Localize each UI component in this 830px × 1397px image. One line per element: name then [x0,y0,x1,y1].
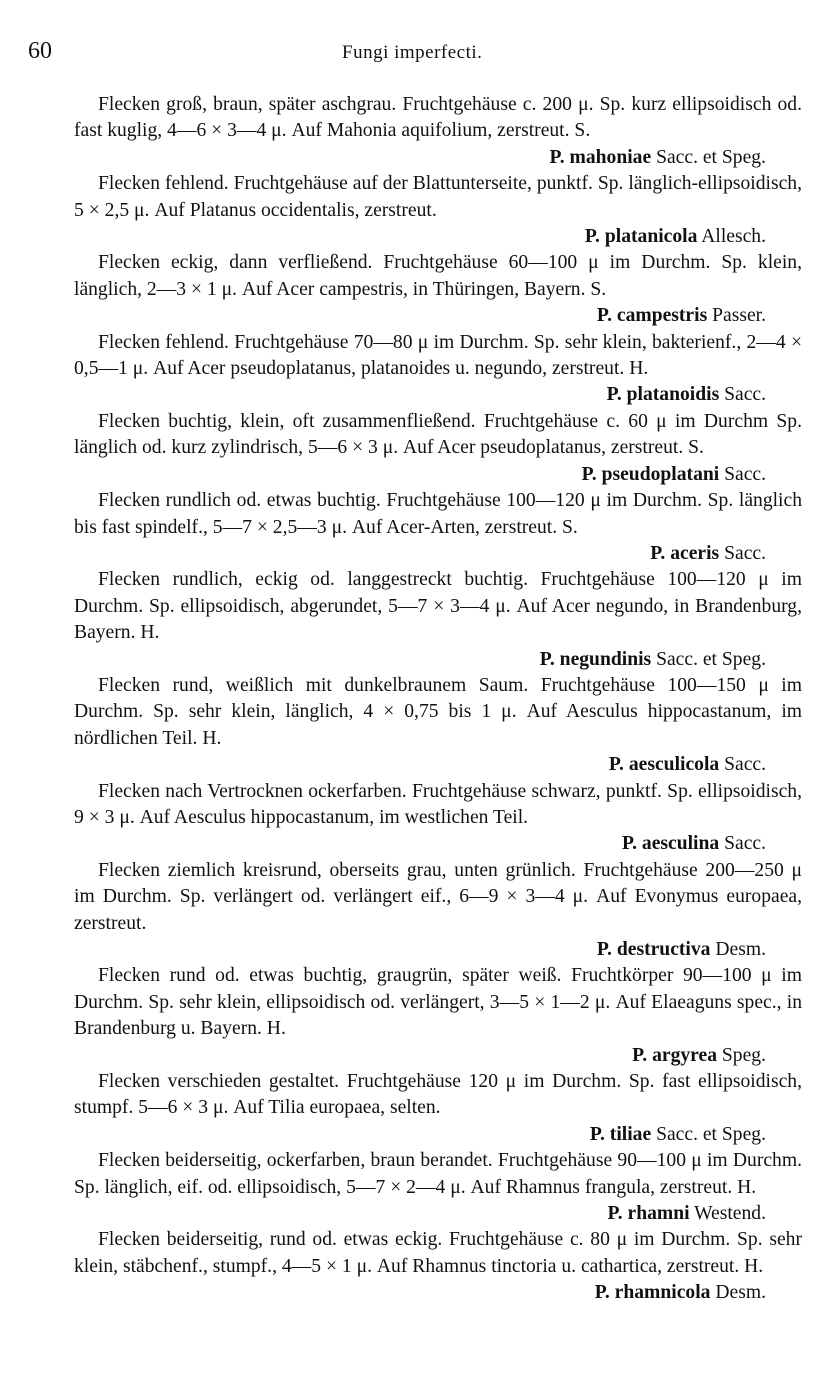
species-name: P. argyrea [632,1044,717,1066]
species-author: Sacc. et Speg. [656,1123,766,1145]
species-name: P. tiliae [589,1123,652,1145]
species-list [74,92,802,1307]
document-page [28,38,802,1307]
species-author: Sacc. [724,384,766,406]
species-entry [74,409,802,488]
species-entry [74,488,802,567]
species-entry [74,92,802,171]
species-name: P. rhamnicola [594,1282,711,1304]
entry-description: Flecken fehlend. Fruchtgehäuse 70—80 μ im Durchm. Sp. sehr klein, bakterienf., 2—4 × 0,5—1 μ. Auf Acer pseudoplatanus, platanoides u. negundo, zerstreut. H. [74,331,802,380]
species-line [74,752,802,778]
species-entry [74,567,802,673]
species-name: P. campestris [596,305,708,327]
entry-description: Flecken verschieden gestaltet. Fruchtgehäuse 120 μ im Durchm. Sp. fast ellipsoidisch, stumpf. 5—6 × 3 μ. Auf Tilia europaea, selten. [74,1071,802,1119]
species-entry [74,171,802,250]
page-number: 60 [28,38,52,64]
species-entry [74,963,802,1069]
species-author: Speg. [721,1044,766,1066]
entry-description: Flecken rundlich, eckig od. langgestreckt buchtig. Fruchtgehäuse 100—120 μ im Durchm. Sp. ellipsoidisch, abgerundet, 5—7 × 3—4 μ. Auf Acer negundo, in Brandenburg, Bayern. H. [74,569,802,644]
species-entry [74,250,802,329]
entry-description: Flecken beiderseitig, rund od. etwas eckig. Fruchtgehäuse c. 80 μ im Durchm. Sp. sehr klein, stäbchenf., stumpf., 4—5 × 1 μ. Auf Rhamnus tinctoria u. cathartica, zerstreut. H. [74,1229,802,1277]
species-name: P. rhamni [607,1203,690,1225]
species-line [74,1122,802,1148]
species-line [74,647,802,673]
species-line [74,1280,802,1306]
species-author: Westend. [694,1203,766,1225]
species-line [74,937,802,963]
entry-description: Flecken rundlich od. etwas buchtig. Fruchtgehäuse 100—120 μ im Durchm. Sp. länglich bis fast spindelf., 5—7 × 2,5—3 μ. Auf Acer-Arten, zerstreut. S. [74,490,802,538]
species-line [74,831,802,857]
species-entry [74,1227,802,1306]
entry-description: Flecken fehlend. Fruchtgehäuse auf der Blattunterseite, punktf. Sp. länglich-ellipsoidisch, 5 × 2,5 μ. Auf Platanus occidentalis, zerstreut. [74,173,802,221]
species-author: Sacc. [724,754,766,776]
species-name: P. mahoniae [549,146,652,168]
species-author: Passer. [712,305,766,327]
species-author: Desm. [715,939,766,960]
entry-description: Flecken ziemlich kreisrund, oberseits grau, unten grünlich. Fruchtgehäuse 200—250 μ im Durchm. Sp. verlängert od. verlängert eif., 6—9 × 3—4 μ. Auf Evonymus europaea, zerstreut. [74,859,802,934]
species-name: P. destructiva [596,939,711,960]
species-line [74,1043,802,1069]
species-author: Sacc. et Speg. [656,648,766,670]
species-entry [74,330,802,409]
species-entry [74,1069,802,1148]
species-author: Sacc. et Speg. [656,146,766,168]
species-name: P. negundinis [539,648,652,670]
species-line [74,462,802,488]
entry-description: Flecken eckig, dann verfließend. Fruchtgehäuse 60—100 μ im Durchm. Sp. klein, länglich, 2—3 × 1 μ. Auf Acer campestris, in Thüringen, Bayern. S. [74,252,802,300]
species-line [74,382,802,408]
species-author: Allesch. [701,226,766,248]
species-entry [74,858,802,964]
entry-description: Flecken rund, weißlich mit dunkelbraunem Saum. Fruchtgehäuse 100—150 μ im Durchm. Sp. sehr klein, länglich, 4 × 0,75 bis 1 μ. Auf Aesculus hippocastanum, im nördlichen Teil. H. [74,674,802,749]
entry-description: Flecken buchtig, klein, oft zusammenfließend. Fruchtgehäuse c. 60 μ im Durchm Sp. länglich od. kurz zylindrisch, 5—6 × 3 μ. Auf Acer pseudoplatanus, zerstreut. S. [74,410,802,459]
species-line [74,303,802,329]
species-entry [74,1148,802,1227]
species-name: P. platanoidis [606,384,720,406]
entry-description: Flecken groß, braun, später aschgrau. Fruchtgehäuse c. 200 μ. Sp. kurz ellipsoidisch od. fast kuglig, 4—6 × 3—4 μ. Auf Mahonia aquifolium, zerstreut. S. [74,94,802,142]
species-author: Sacc. [724,833,766,855]
species-line [74,541,802,567]
species-line [74,1201,802,1227]
species-line [74,145,802,171]
species-name: P. aceris [650,542,720,564]
species-entry [74,673,802,779]
entry-description: Flecken rund od. etwas buchtig, graugrün, später weiß. Fruchtkörper 90—100 μ im Durchm. Sp. sehr klein, ellipsoidisch od. verlängert, 3—5 × 1—2 μ. Auf Elaeaguns spec., in Brandenburg u. Bayern. H. [74,965,802,1040]
entry-description: Flecken beiderseitig, ockerfarben, braun berandet. Fruchtgehäuse 90—100 μ im Durchm. Sp. länglich, eif. od. ellipsoidisch, 5—7 × 2—4 μ. Auf Rhamnus frangula, zerstreut. H. [74,1150,802,1198]
species-author: Sacc. [724,542,766,564]
species-line [74,224,802,250]
running-title: Fungi imperfecti. [342,42,483,63]
species-author: Desm. [715,1282,766,1304]
species-author: Sacc. [724,463,766,485]
species-name: P. platanicola [584,226,698,248]
page-header [28,38,802,72]
species-name: P. aesculina [621,833,720,855]
species-name: P. pseudoplatani [581,463,720,485]
entry-description: Flecken nach Vertrocknen ockerfarben. Fruchtgehäuse schwarz, punktf. Sp. ellipsoidisch, 9 × 3 μ. Auf Aesculus hippocastanum, im westlichen Teil. [74,780,802,828]
species-name: P. aesculicola [608,754,720,776]
species-entry [74,779,802,858]
